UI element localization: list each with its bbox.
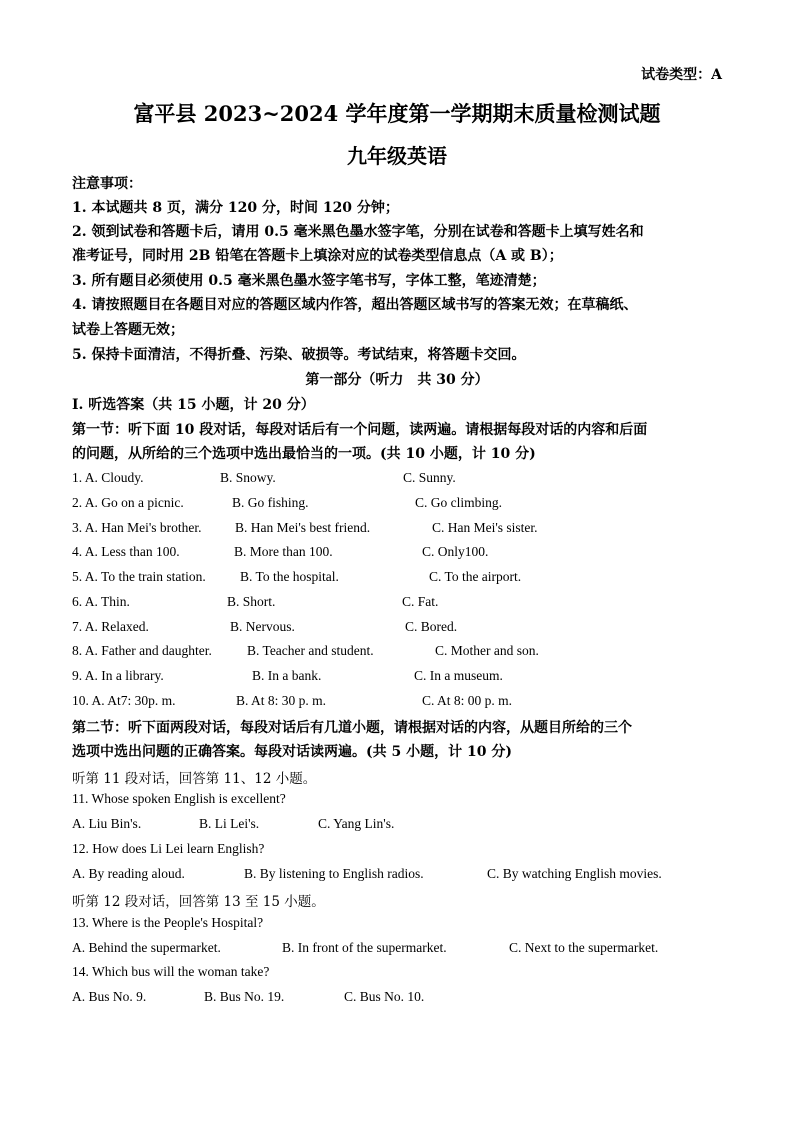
option-c: C. Sunny. [403, 470, 456, 485]
option-b: B. Han Mei's best friend. [235, 520, 371, 535]
option-b: B. Go fishing. [232, 495, 309, 510]
section1-instruction: 的问题，从所给的三个选项中选出最恰当的一项。(共 10 小题，计 10 分) [72, 446, 536, 462]
dialog-intro: 听第 11 段对话，回答第 11、12 小题。 [72, 771, 317, 787]
option-a: 7. A. Relaxed. [72, 619, 149, 634]
option-b: B. Short. [227, 594, 276, 609]
option-a: A. Bus No. 9. [72, 989, 147, 1004]
option-c: C. By watching English movies. [487, 866, 662, 881]
notice-item: 4. 请按照题目在各题目对应的答题区域内作答，超出答题区域书写的答案无效；在草稿纸、 [72, 297, 638, 313]
option-b: B. Teacher and student. [247, 643, 374, 658]
option-c: C. Go climbing. [415, 495, 502, 510]
option-c: C. Bored. [405, 619, 458, 634]
option-c: C. At 8: 00 p. m. [422, 693, 513, 708]
option-a: A. Behind the supermarket. [72, 940, 221, 955]
option-b: B. In a bank. [252, 668, 322, 683]
option-a: 10. A. At7: 30p. m. [72, 693, 176, 708]
notice-item: 准考证号，同时用 2B 铅笔在答题卡上填涂对应的试卷类型信息点（A 或 B）； [72, 248, 563, 264]
notice-item: 2. 领到试卷和答题卡后，请用 0.5 毫米黑色墨水签字笔，分别在试卷和答题卡上填写姓名和 [72, 224, 644, 240]
option-c: C. Only100. [422, 544, 489, 559]
section2-instruction: 第二节：听下面两段对话，每段对话后有几道小题，请根据对话的内容，从题目所给的三个 [72, 720, 632, 736]
notice-item: 3. 所有题目必须使用 0.5 毫米黑色墨水签字笔书写，字体工整，笔迹清楚； [72, 273, 546, 289]
option-a: 1. A. Cloudy. [72, 470, 144, 485]
option-b: B. Li Lei's. [199, 816, 260, 831]
exam-title: 富平县 2023~2024 学年度第一学期期末质量检测试题 [133, 101, 661, 126]
question-stem: 12. How does Li Lei learn English? [72, 841, 265, 856]
notice-item: 1. 本试题共 8 页，满分 120 分，时间 120 分钟； [72, 200, 399, 216]
option-c: C. Next to the supermarket. [509, 940, 659, 955]
paper-type-label: 试卷类型：A [641, 67, 722, 83]
option-b: B. Nervous. [230, 619, 295, 634]
option-a: 6. A. Thin. [72, 594, 130, 609]
option-a: 3. A. Han Mei's brother. [72, 520, 202, 535]
section1-instruction: 第一节：听下面 10 段对话，每段对话后有一个问题，读两遍。请根据每段对话的内容和后面 [72, 422, 648, 438]
question-stem: 14. Which bus will the woman take? [72, 964, 270, 979]
option-b: B. At 8: 30 p. m. [236, 693, 327, 708]
option-c: C. Bus No. 10. [344, 989, 425, 1004]
question-stem: 11. Whose spoken English is excellent? [72, 791, 286, 806]
question-stem: 13. Where is the People's Hospital? [72, 915, 264, 930]
option-b: B. Bus No. 19. [204, 989, 285, 1004]
option-a: 2. A. Go on a picnic. [72, 495, 184, 510]
option-c: C. To the airport. [429, 569, 522, 584]
option-a: 8. A. Father and daughter. [72, 643, 212, 658]
option-b: B. By listening to English radios. [244, 866, 424, 881]
option-a: A. By reading aloud. [72, 866, 185, 881]
option-c: C. Han Mei's sister. [432, 520, 538, 535]
option-c: C. Yang Lin's. [318, 816, 395, 831]
exam-subtitle: 九年级英语 [347, 144, 447, 168]
section-heading: I. 听选答案（共 15 小题，计 20 分） [72, 397, 315, 413]
notice-item: 试卷上答题无效； [72, 322, 184, 338]
option-c: C. Fat. [402, 594, 439, 609]
option-a: 5. A. To the train station. [72, 569, 206, 584]
option-c: C. In a museum. [414, 668, 503, 683]
option-a: 4. A. Less than 100. [72, 544, 180, 559]
option-b: B. To the hospital. [240, 569, 339, 584]
option-a: 9. A. In a library. [72, 668, 164, 683]
option-b: B. Snowy. [220, 470, 276, 485]
option-b: B. More than 100. [234, 544, 333, 559]
option-b: B. In front of the supermarket. [282, 940, 447, 955]
notice-heading: 注意事项： [72, 176, 142, 192]
option-a: A. Liu Bin's. [72, 816, 142, 831]
part1-title: 第一部分（听力 共 30 分） [305, 372, 489, 388]
notice-item: 5. 保持卡面清洁，不得折叠、污染、破损等。考试结束，将答题卡交回。 [72, 347, 526, 363]
dialog-intro: 听第 12 段对话，回答第 13 至 15 小题。 [72, 894, 325, 910]
section2-instruction: 选项中选出问题的正确答案。每段对话读两遍。(共 5 小题，计 10 分) [72, 744, 512, 760]
option-c: C. Mother and son. [435, 643, 539, 658]
